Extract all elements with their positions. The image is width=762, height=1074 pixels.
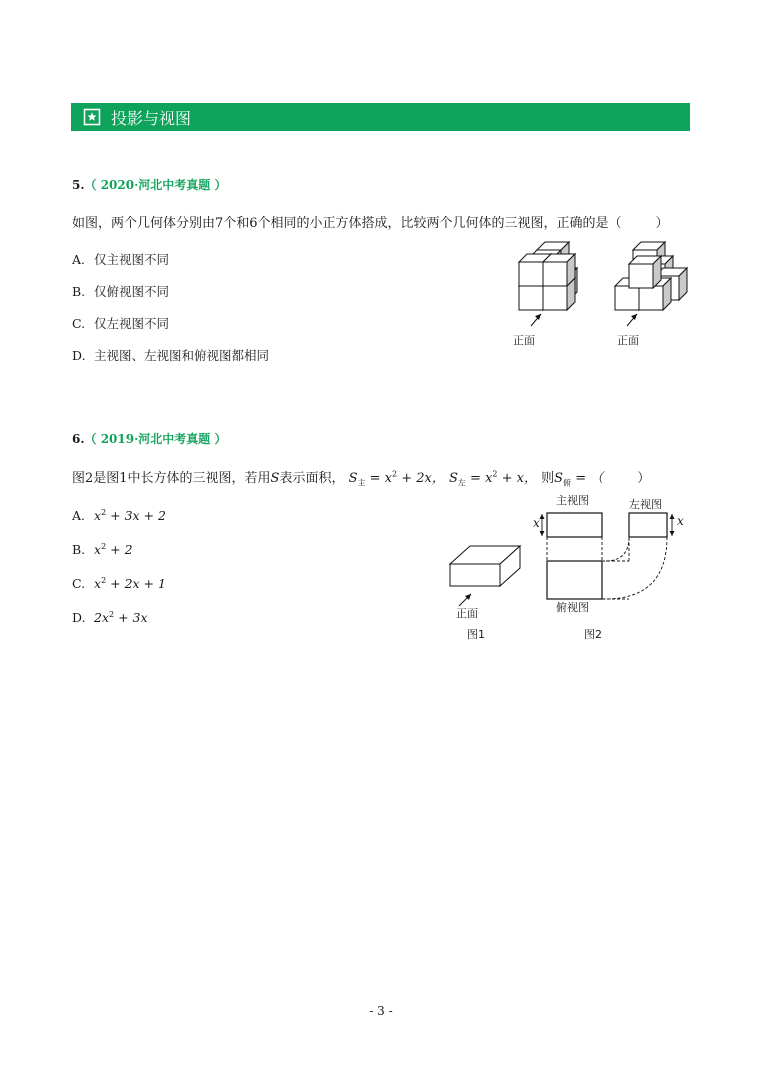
q6-stem-close: ） (637, 471, 651, 486)
option-expr: $x^2 + 2x + 1$ (94, 576, 166, 592)
q6-figure2-views (525, 505, 700, 610)
q6-stem-s: S (270, 471, 280, 486)
option-expr: $x^2 + 2$ (94, 542, 133, 558)
q6-fig1-caption: 图1 (467, 628, 485, 641)
q5-source: （ 2020·河北中考真题 ） (84, 178, 227, 192)
q6-stem-a: 图2是图1中长方体的三视图，若用 (72, 471, 271, 486)
q6-option-c[interactable] (72, 576, 166, 591)
q6-figure1-cuboid (445, 540, 525, 610)
q5-stem-close: ） (655, 216, 669, 231)
q6-expr3: $S_俯$ = （ (554, 471, 604, 488)
q6-option-a[interactable] (72, 508, 166, 523)
solid-right (615, 242, 687, 310)
option-letter: C. (72, 576, 86, 592)
option-expr: $x^2 + 3x + 2$ (94, 508, 166, 524)
q6-source: （ 2019·河北中考真题 ） (84, 432, 227, 446)
q5-option-c[interactable] (72, 314, 169, 332)
option-letter: A. (72, 252, 86, 267)
q6-stem-b: 表示面积， (279, 471, 345, 486)
option-letter: C. (72, 316, 86, 331)
option-letter: A. (72, 508, 86, 524)
dim-x-left: x (533, 516, 540, 530)
q6-header (72, 430, 226, 447)
option-text: 主视图、左视图和俯视图都相同 (94, 348, 270, 363)
option-letter: B. (72, 284, 86, 299)
q5-stem (72, 212, 669, 231)
q6-expr2: $S_左 = x^2 + x$， (449, 469, 538, 488)
q5-front-label-left: 正面 (513, 334, 535, 347)
q5-option-a[interactable] (72, 250, 169, 268)
q6-number: 6. (72, 432, 85, 446)
bookmark-star-icon (83, 108, 101, 126)
section-title: 投影与视图 (111, 108, 192, 128)
top-view-label: 俯视图 (556, 601, 589, 614)
solid-left (519, 242, 577, 310)
front-view-rect (547, 513, 602, 537)
q5-number: 5. (72, 178, 85, 192)
option-text: 仅左视图不同 (94, 316, 170, 331)
q5-option-d[interactable] (72, 346, 269, 364)
option-letter: B. (72, 542, 86, 558)
q6-stem (72, 467, 650, 489)
section-header (71, 103, 690, 131)
q5-header (72, 176, 226, 193)
q6-option-b[interactable] (72, 542, 133, 557)
q6-stem-c: 则 (541, 471, 555, 486)
option-letter: D. (72, 348, 86, 363)
q5-option-b[interactable] (72, 282, 169, 300)
left-view-rect (629, 513, 667, 537)
option-text: 仅主视图不同 (94, 252, 170, 267)
page-number: - 3 - (369, 1004, 393, 1018)
option-letter: D. (72, 610, 86, 626)
q6-fig1-face-label: 正面 (456, 607, 478, 620)
q6-fig2-caption: 图2 (584, 628, 602, 641)
q5-front-label-right: 正面 (617, 334, 639, 347)
q6-expr1: $S_主 = x^2 + 2x$， (348, 469, 445, 488)
left-view-label: 左视图 (629, 498, 662, 511)
front-view-label: 主视图 (556, 494, 589, 507)
dim-x-right: x (677, 514, 684, 528)
top-view-rect (547, 561, 602, 599)
option-text: 仅俯视图不同 (94, 284, 170, 299)
q5-stem-text: 如图，两个几何体分别由7个和6个相同的小正方体搭成，比较两个几何体的三视图，正确的是（ (72, 216, 622, 231)
q6-option-d[interactable] (72, 610, 148, 625)
option-expr: $2x^2 + 3x$ (94, 610, 148, 626)
